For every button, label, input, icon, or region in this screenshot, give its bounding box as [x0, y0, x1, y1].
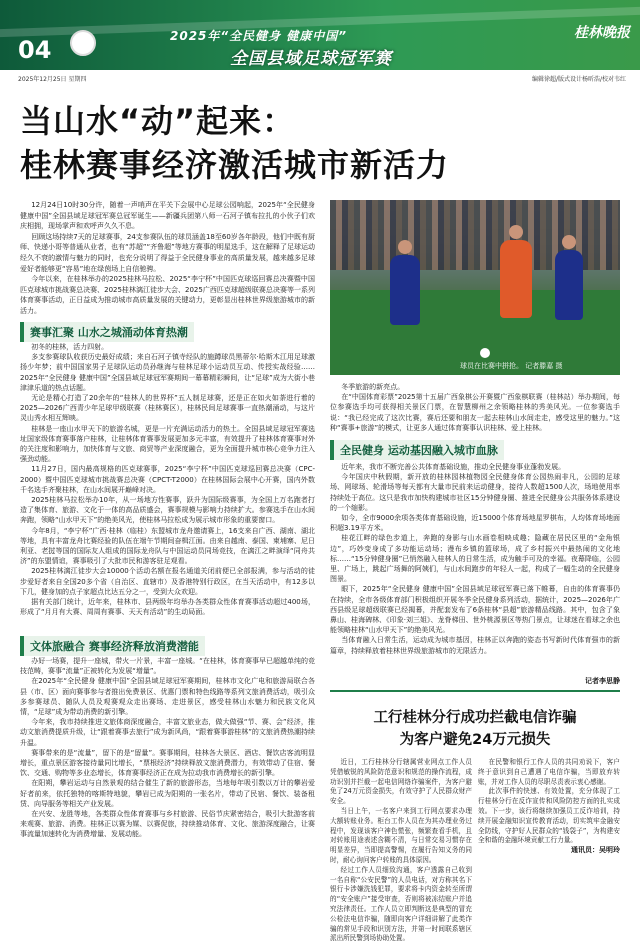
banner-slogan: 2025年“全民健身 健康中国” [170, 29, 348, 43]
section-1-body [20, 342, 315, 630]
newspaper-logo: 桂林晚报 [574, 25, 630, 41]
headline-line-1: 当山水“动”起来： [20, 102, 296, 140]
body-paragraph: 经过工作人员细致沟通，客户透露自己收到一名自称“公安民警”的人员电话，对方称其名下银行卡涉嫌洗钱犯罪，要求将卡内资金转至所谓的“安全账户”接受审查，否则将被冻结账户并追究法律责任。工作人员立即判断这是典型的冒充公检法电信诈骗，随即向客户详细讲解了此类诈骗的常见手段和识别方法，并第一时间联系辖区派出所民警到场协助处置。 [330, 865, 472, 943]
box-text-column-2 [478, 758, 620, 920]
body-paragraph: 办好一场赛，提升一座城，带火一片景，丰富一座城。“在桂林，体育赛事早已超越单纯的竞技范畴，赛事“流量”正被转化为发展“增量”。 [20, 657, 315, 676]
box-title-line-2: 为客户避免24万元损失 [399, 732, 551, 748]
player-head [398, 240, 412, 254]
section-3-body [330, 462, 620, 674]
lead-paragraph: 今年以来，在桂林举办的2025桂林马拉松、2025“李宁杯”中国匹克球巡回赛总决赛暨中国匹克球城市挑战赛总决赛、2025桂林漓江徒步大会、2025广西匹克球超级联赛总决赛等一系列体育赛事活动，正日益成为推动城市高质量发展的关键动力，更彰显出桂林世界级旅游城市的新活力。 [20, 275, 315, 315]
body-paragraph: 如今，全市9000余项各类体育基础设施，近15000个体育场地星罗棋布，人均体育场地面积超3.19平方米。 [330, 514, 620, 533]
body-paragraph: 在“中国体育彩票”2025第十五届广西象棋公开赛暨广西象棋联赛（桂林站）举办期间，每位参赛选手均可获得相关景区门票，在智慧柳州之余领略桂林的秀美风光。一位参赛选手说：“我已经完成了这次比赛，赛后还要和朋友一起去桂林山水间走走，感受这里的魅力。”这种“赛事+旅游”的模式，让更多人通过体育赛事认识桂林、爱上桂林。 [330, 393, 620, 432]
body-paragraph: 今年8月，“李宁杯”广西·桂林（临桂）东盟城市龙舟邀请赛上，16支来自广西、湖南、湖北等地，具有丰富龙舟比赛经验的队伍在端午节期间奋楫江面。由来自越南、泰国、柬埔寨、尼日利亚、老挝等国的国际友人组成的国际龙舟队与中国运动员同场竞技，在漓江之畔演绎“同舟共济”的东盟情谊，赛事吸引了大批市民和游客驻足观看。 [20, 526, 315, 566]
body-paragraph: 今年来，我市持续推进文旅体商深度融合，丰富文旅业态，做大做强“节、赛、会”经济，推动文旅消费提质升级，让“跟着赛事去旅行”成为新风尚，“跟着赛事游桂林”的文旅消费热潮持续升温。 [20, 718, 315, 747]
box-title-line-1: 工行桂林分行成功拦截电信诈骗 [373, 710, 577, 726]
issue-date: 2025年12月25日 星期四 [18, 76, 87, 83]
body-paragraph: 赛事带来的是“流量”，留下的是“留量”。赛事期间，桂林各大景区、酒店、餐饮店客流明显增长，重点景区游客接待量同比增长，“票根经济”持续释放文旅消费潜力，有效带动了住宿、餐饮、交通、购物等多业态增长，体育赛事经济正在成为拉动我市消费增长的新引擎。 [20, 748, 315, 778]
lead-paragraphs [20, 200, 315, 317]
body-paragraph: 当体育融入日常生活，运动成为城市基因，桂林正以奔跑的姿态书写新时代体育强市的新篇章，持续释放着桂林世界级旅游城市的无限活力。 [330, 636, 620, 655]
player-orange [500, 240, 532, 318]
section-heading-3: 全民健身 运动基因融入城市血脉 [330, 440, 504, 460]
player-blue [555, 250, 583, 320]
page-banner [0, 0, 640, 70]
body-paragraph: 眼下，2025年“全民健身 健康中国”全国县域足球冠军赛已落下帷幕，自由的体育赛事仍在持续，全市各级体育部门积极组织开展冬季全民健身系列活动，据统计，2025—2026年广西县级足球超级联赛已经揭幕，并配套发布了6条桂林“县超”旅游精品线路。其中，包含了象鼻山、桂海碑林、《印象·刘三姐》、龙脊梯田、世外桃源景区等热门景点，让球迷在看球之余也能领略桂林“山水甲天下”的绝美风光。 [330, 585, 620, 635]
body-paragraph: 2025桂林漓江徒步大会10000个活动名额在报名通道关闭前便已全部报满，参与活动的徒步爱好者来自全国20多个省（自治区、直辖市）及香港特别行政区，在当天活动中，有12多以下几，健身加的点子家超点比达五分之一，受到大众欢迎。 [20, 567, 315, 596]
headline-line-2: 桂林赛事经济激活城市新活力 [20, 146, 450, 184]
body-paragraph: 多支参赛球队收获历史最好成绩；来自石河子镇寺经队的施蹲球员黑蒂尔·哈斯木江用足球激扬少年梦；前中国国家男子足球队运动员孙继海与桂林足球小运动员互动、传授实战经验……2025年“全民健身 健康中国”全国县域足球冠军赛期间一幕幕精彩瞬间，让“足球”成为大街小巷津津乐道的热点话题。 [20, 353, 315, 392]
photo-caption: 球员在比赛中拼抢。 记者滕嘉 摄 [460, 362, 563, 370]
football-icon [70, 30, 96, 56]
body-paragraph: 在2025年“全民健身 健康中国”全国县域足球冠军赛期间，桂林市文化广电和旅游局联合各县（市、区）面向赛事参与者推出免费景区、优惠门票和特色线路等系列文旅消费活动，吸引众多参赛球员、随队人员及观赛观众走出赛场、走进景区，感受桂林山水魅力和民族文化风情，“足球”成为带动消费的新引擎。 [20, 677, 315, 717]
body-paragraph: 据有关部门统计，近年来，桂林市、县两级年均举办各类群众性体育赛事活动超过400场，形成了“月月有大赛、周周有赛事、天天有活动”的生动局面。 [20, 598, 315, 617]
player-blue [390, 255, 420, 325]
body-paragraph: 无论是精心打造了20余年的“桂林人的世界杯”五人制足球赛，还是正在如火如荼进行着的2025—2026广西青少年足球甲级联赛（桂林赛区），桂林民间足球赛事一直热潮涌动，与这片灵山秀水相互辉映。 [20, 394, 315, 423]
section-3-byline: 记者李思静 [585, 677, 620, 685]
body-paragraph: 桂林是一座山水甲天下的旅游名城，更是一片充满运动活力的热土。全国县域足球冠军赛选址国家级体育赛事落户桂林，让桂林体育赛事发展更加多元丰富，有效提升了桂林体育赛事对外的关注度和影响力，加快体育与文旅、商贸等产业深度融合，更为全面提升城市核心竞争力注入强劲动能。 [20, 424, 315, 464]
body-paragraph: 今年国庆中秋假期，新开放的桂林园林植物园全民健身体育公园热闹非凡，公园的足球场、网球场、轮滑场等每天都有大量市民前来运动健身，接待人数超1500人次，场地使用率持续处于高位。这只是我市加快构建城市社区15分钟健身圈、推进全民健身公共服务体系建设的一个缩影。 [330, 473, 620, 512]
body-paragraph: 2025桂林马拉松举办10年，从一场地方性赛事，跃升为国际级赛事，为全国上万名跑者打造了集体育、旅游、文化于一体的高品质盛会，赛事规模与影响力持续扩大。参赛选手在山水间奔跑，领略“山水甲天下”的绝美风光，使桂林马拉松成为展示城市形象的重要窗口。 [20, 496, 315, 525]
section-heading-2: 文体旅融合 赛事经济释放消费潜能 [20, 636, 205, 656]
column-title: 全国县域足球冠军赛 [230, 49, 392, 69]
body-paragraph: 近年来，我市不断完善公共体育基础设施，推动全民健身事业蓬勃发展。 [341, 463, 566, 471]
match-photo [330, 200, 620, 375]
body-paragraph: 11月27日，国内最高规格的匹克球赛事，2025“李宁杯”中国匹克球巡回赛总决赛（CPC-2000）暨中国匹克球城市挑战赛总决赛（CPCT-T2000）在桂林国际会展中心开赛，国内外数千名选手齐聚桂林，在山水间展开巅峰对决。 [20, 465, 315, 494]
section-2-body [20, 656, 315, 922]
page-number: 04 [18, 36, 52, 64]
editor-credits: 编辑徐超/版式设计杨昕浩/校对韦红 [531, 76, 626, 83]
player-head [509, 225, 523, 239]
body-paragraph: 桂花江畔的绿色步道上，奔跑的身影与山水画卷相映成趣；隐藏在居民区里的“金角银边”，巧妙变身成了多功能运动场；漫布乡镇的篮球场，成了乡村振兴中最热闹的文化地标……“15分钟健身圈”已悄然融入桂林人的日常生活，成为触手可及的幸福。夜幕降临，公园里、广场上，跳起广场舞的阿姨们，与山水间跑步的年轻人一起，构成了一幅生动的全民健身图景。 [330, 534, 620, 584]
body-paragraph: 在阳朔，攀岩运动与自然景观的结合催生了新的旅游形态，当地每年吸引数以万计的攀岩爱好者前来，依托独特的喀斯特地貌，攀岩已成为阳朔的一张名片，带动了民宿、餐饮、装备租赁、向导服务等相关产业发展。 [20, 779, 315, 808]
lead-paragraph: 12月24日10时30分许，随着一声哨声在平关下会展中心足球公园响起，2025年“全民健身 健康中国”全国县域足球冠军赛总冠军诞生——新疆兵团第八师一石河子镇布拉扎的小伙子们欢庆相拥，现场掌声和欢呼声久久不息。 [20, 201, 315, 231]
lead-paragraph: 回顾这场持续7天的足球赛事，24支参赛队伍的球员涵盖18至60岁各年龄段，他们中既有厨师、快递小哥等普通从业者，也有“苏超”“齐鲁超”等地方赛事的明星选手，这在解释了足球运动经久不衰的激情与魅力的同时，也充分说明了得益于全民健身事业的高质量发展，越来越多足球爱好者能够更“容易”地在绿茵场上自信驰骋。 [20, 232, 315, 273]
ball-icon [480, 348, 490, 358]
body-paragraph: 在民警和银行工作人员的共同劝说下，客户终于意识到自己遭遇了电信诈骗，当即放弃转账，并对工作人员的尽职尽责表示衷心感谢。 [478, 758, 620, 786]
body-paragraph: 在兴安、龙胜等地，各类群众性体育赛事与乡村旅游、民俗节庆紧密结合，吸引大批游客前来观赛、旅游、消费。桂林正以赛为媒、以赛促旅，持续推动体育、文化、旅游深度融合，让赛事流量加速转化为消费增量、发展动能。 [20, 810, 315, 839]
body-paragraph: 近日，工行桂林分行辖属营业网点工作人员凭借敏锐的风险防范意识和规范的操作流程，成功识别并拦截一起电信网络诈骗案件，为客户避免了24万元资金损失，有效守护了人民群众财产安全。 [330, 758, 472, 806]
box-byline: 通讯员：吴明玲 [571, 846, 620, 855]
player-head [562, 235, 576, 249]
body-paragraph: 此次事件的快速、有效处置，充分体现了工行桂林分行在反诈宣传和风险防控方面的扎实成效。下一步，该行将继续加强员工反诈培训，持续开展金融知识宣传教育活动，切实筑牢金融安全防线，守护好人民群众的“钱袋子”，为构建安全和谐的金融环境贡献工行力量。 [478, 787, 620, 845]
right-column-intro [330, 382, 620, 434]
body-paragraph: 当日上午，一名客户来到工行网点要求办理大额转账业务。柜台工作人员在为其办理业务过程中，发现该客户神色慌张，频繁查看手机，且对转账用途表述含糊不清，与日常交易习惯存在明显差异，当即提高警惕，在履行告知义务的同时，耐心询问客户转账的具体原因。 [330, 806, 472, 864]
box-text-column-1 [330, 758, 472, 943]
body-paragraph: 初冬的桂林，活力四射。 [31, 343, 109, 351]
section-heading-1: 赛事汇聚 山水之城涌动体育热潮 [20, 322, 194, 342]
body-paragraph: 冬季旅游的新亮点。 [341, 383, 405, 391]
